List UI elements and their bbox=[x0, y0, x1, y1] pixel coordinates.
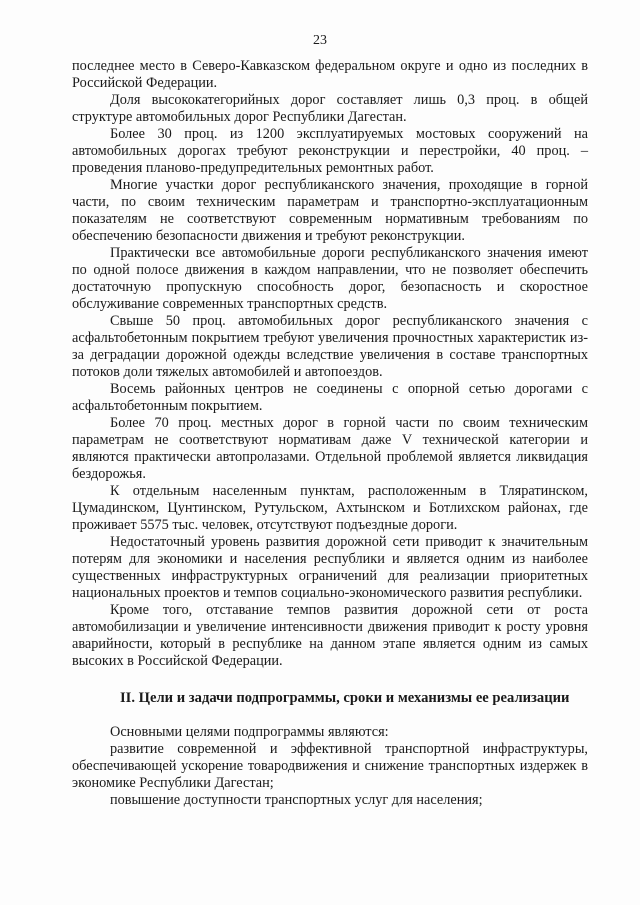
section-heading: II. Цели и задачи подпрограммы, сроки и механизмы ее реализации bbox=[120, 690, 570, 706]
paragraph: Многие участки дорог республиканского значения, проходящие в горной части, по своим техническим параметрам и транспортно-эксплуатационным показателям не соответствуют современным нормативным требованиям по обеспечению безопасности движения и требуют реконструкции. bbox=[72, 177, 588, 244]
paragraph: Доля высококатегорийных дорог составляет лишь 0,3 проц. в общей структуре автомобильных дорог Республики Дагестан. bbox=[72, 92, 588, 125]
paragraph: Более 30 проц. из 1200 эксплуатируемых мостовых сооружений на автомобильных дорогах требуют реконструкции и перестройки, 40 проц. – проведения планово-предупредительных ремонтных работ. bbox=[72, 126, 588, 176]
paragraph: Восемь районных центров не соединены с опорной сетью дорогами с асфальтобетонным покрытием. bbox=[72, 381, 588, 414]
document-body bbox=[72, 58, 588, 809]
paragraph: развитие современной и эффективной транспортной инфраструктуры, обеспечивающей ускорение товародвижения и снижение транспортных издержек в экономике Республики Дагестан; bbox=[72, 741, 588, 791]
paragraph: Более 70 проц. местных дорог в горной части по своим техническим параметрам не соответствуют нормативам даже V технической категории и являются практически автопролазами. Отдельной проблемой является ликвидация бездорожья. bbox=[72, 415, 588, 482]
paragraph: Свыше 50 проц. автомобильных дорог республиканского значения с асфальтобетонным покрытием требуют увеличения прочностных характеристик из-за деградации дорожной одежды вследствие увеличения в составе транспортных потоков доли тяжелых автомобилей и автопоездов. bbox=[72, 313, 588, 380]
page-number: 23 bbox=[313, 33, 327, 48]
paragraph: Практически все автомобильные дороги республиканского значения имеют по одной полосе движения в каждом направлении, что не позволяет обеспечить достаточную пропускную способность дорог, безопасность и скоростное обслуживание современных транспортных средств. bbox=[72, 245, 588, 312]
paragraph: К отдельным населенным пунктам, расположенным в Тляратинском, Цумадинском, Цунтинском, Рутульском, Ахтынском и Ботлихском районах, где проживает 5575 тыс. человек, отсутствуют подъездные дороги. bbox=[72, 483, 588, 533]
paragraph: Кроме того, отставание темпов развития дорожной сети от роста автомобилизации и увеличение интенсивности движения приводит к росту уровня аварийности, который в республике на данном этапе является одним из самых высоких в Российской Федерации. bbox=[72, 602, 588, 669]
paragraph: последнее место в Северо-Кавказском федеральном округе и одно из последних в Российской Федерации. bbox=[72, 58, 588, 91]
paragraph: Основными целями подпрограммы являются: bbox=[110, 724, 389, 740]
paragraph: повышение доступности транспортных услуг для населения; bbox=[110, 792, 483, 808]
paragraph: Недостаточный уровень развития дорожной сети приводит к значительным потерям для экономики и населения республики и является одним из наиболее существенных инфраструктурных ограничений для реализации приоритетных национальных проектов и темпов социально-экономического развития республики. bbox=[72, 534, 588, 601]
